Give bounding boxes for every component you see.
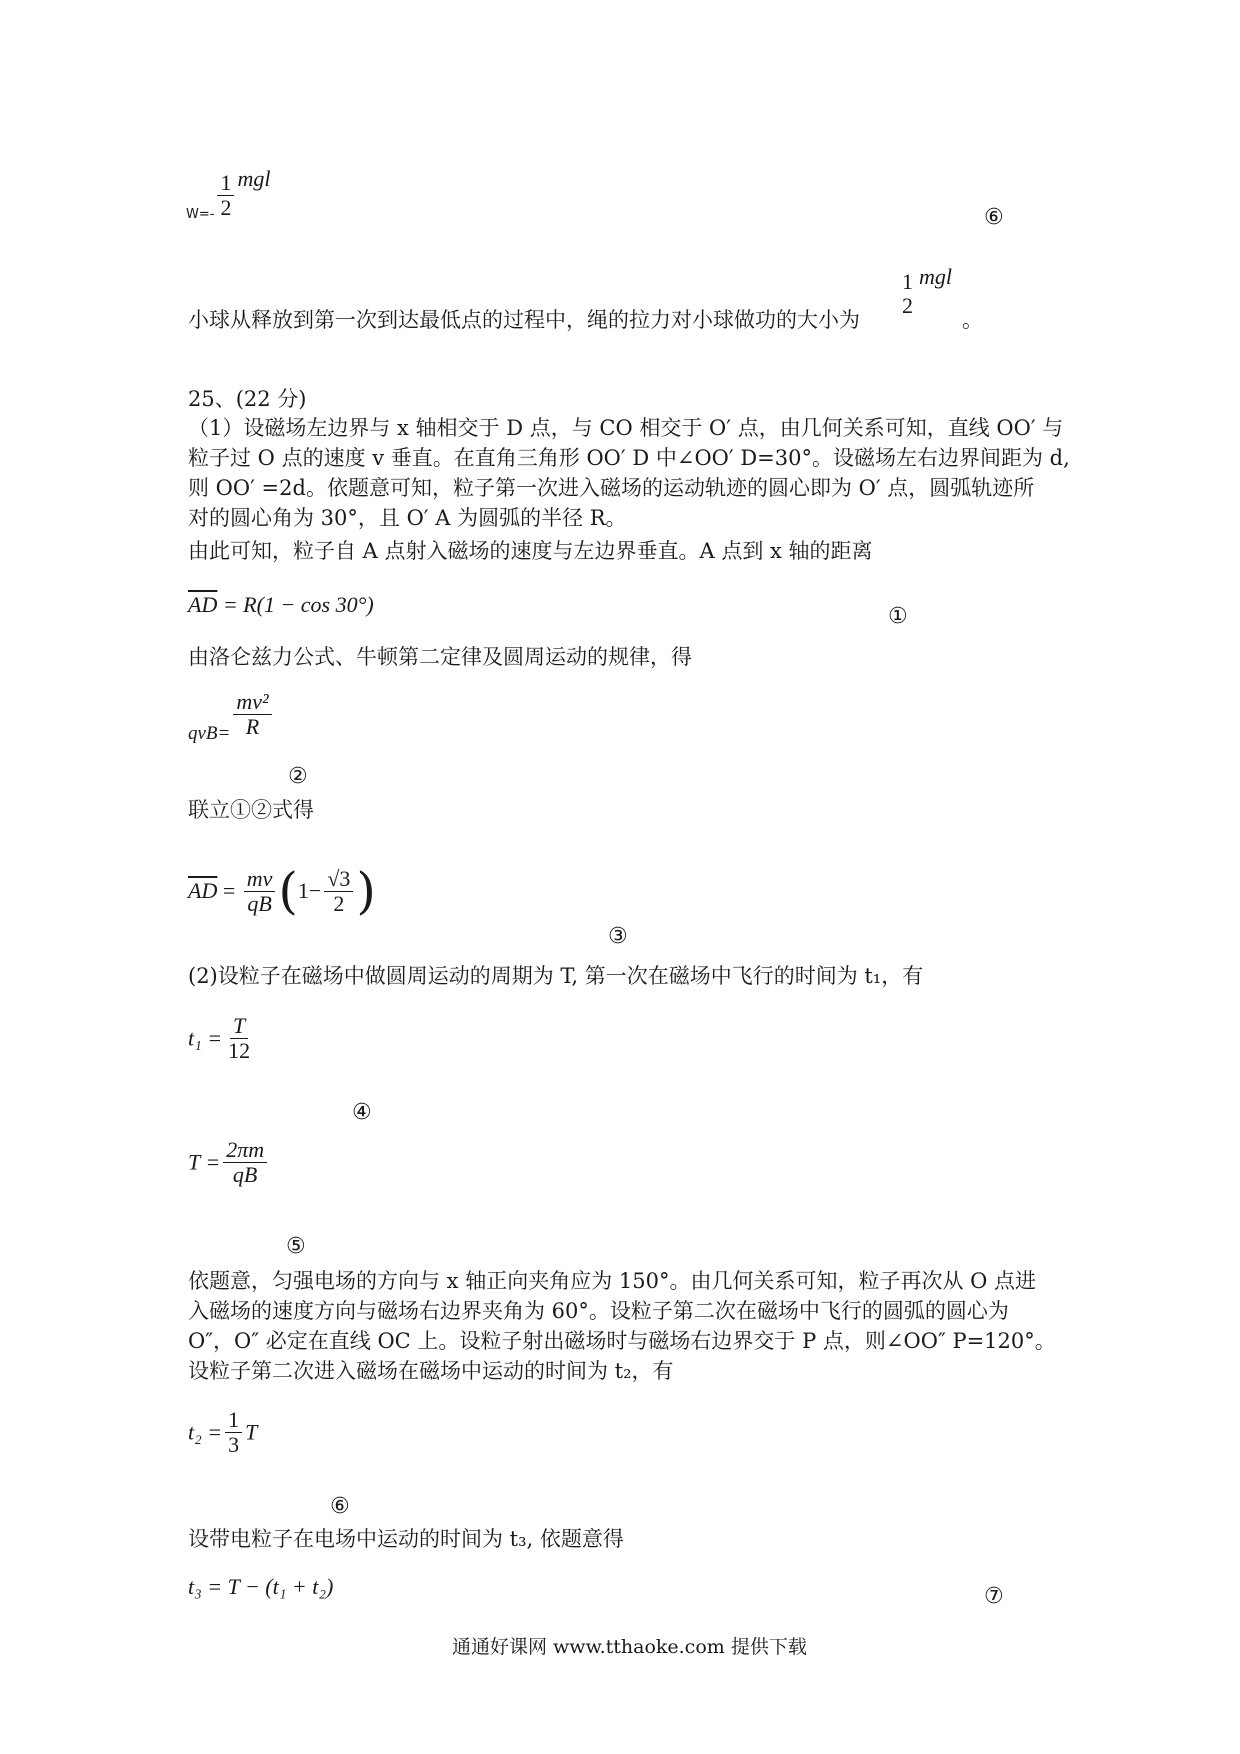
para2-line-2: 入磁场的速度方向与磁场右边界夹角为 60°。设粒子第二次在磁场中飞行的圆弧的圆心为 xyxy=(188,1299,1009,1323)
eq4-tag: ④ xyxy=(352,1100,372,1125)
eq3-num2: √3 xyxy=(324,867,353,892)
para2-line-1: 依题意，匀强电场的方向与 x 轴正向夹角应为 150°。由几何关系可知，粒子再次从 O 点进 xyxy=(188,1269,1037,1293)
eq3-fraction xyxy=(244,867,276,916)
eq3-den: qB xyxy=(247,890,272,916)
para1-line-5: 由此可知，粒子自 A 点射入磁场的速度与左边界垂直。A 点到 x 轴的距离 xyxy=(188,539,873,563)
eq2 xyxy=(188,690,275,745)
t3-line: 设带电粒子在电场中运动的时间为 t₃, 依题意得 xyxy=(188,1527,624,1551)
eq-w-prefix: W=- xyxy=(186,207,215,222)
eq2-fraction xyxy=(233,690,271,739)
para1-line-1: （1）设磁场左边界与 x 轴相交于 D 点，与 CO 相交于 O′ 点，由几何关系可知，直线 OO′ 与 xyxy=(188,416,1064,440)
eq2-lhs: qvB= xyxy=(188,723,231,744)
eq-w-fraction xyxy=(217,171,234,220)
eq4-den: 12 xyxy=(228,1038,251,1063)
eq-w xyxy=(186,166,270,222)
eq-w-tag: ⑥ xyxy=(984,205,1004,230)
eq3-tag: ③ xyxy=(608,924,628,949)
lorentz-line: 由洛仑兹力公式、牛顿第二定律及圆周运动的规律，得 xyxy=(188,645,692,669)
para1-line-4: 对的圆心角为 30°，且 O′ A 为圆弧的半径 R。 xyxy=(188,506,627,530)
q25-heading: 25、(22 分) xyxy=(188,387,307,411)
eq3 xyxy=(188,862,376,920)
eq5 xyxy=(188,1138,270,1187)
eq7: t₃ = T − (t₁ + t₂) xyxy=(188,1574,334,1599)
eq5-den: qB xyxy=(232,1162,258,1187)
eq3-paren-left: ( xyxy=(278,862,298,920)
eq2-num: mv² xyxy=(233,690,271,715)
eq4-fraction xyxy=(225,1014,253,1063)
eq5-lhs: T = xyxy=(188,1149,221,1175)
work-num: 1 xyxy=(902,268,913,294)
eq5-num: 2πm xyxy=(223,1138,267,1163)
eq4-num: T xyxy=(230,1014,248,1039)
eq-w-num: 1 xyxy=(217,171,234,196)
eq7-tag: ⑦ xyxy=(984,1584,1004,1609)
para2-line-3: O″，O″ 必定在直线 OC 上。设粒子射出磁场时与磁场右边界交于 P 点，则∠OO″ P=120°。 xyxy=(188,1329,1056,1353)
eq-w-den: 2 xyxy=(220,195,232,220)
para2-line-4: 设粒子第二次进入磁场在磁场中运动的时间为 t₂，有 xyxy=(188,1359,674,1383)
eq2-tag: ② xyxy=(288,764,308,789)
eq6 xyxy=(188,1408,257,1457)
eq6-tail: T xyxy=(245,1419,258,1445)
eq3-lhs: $\overline{AD}$ xyxy=(188,878,218,903)
work-text: 小球从释放到第一次到达最低点的过程中，绳的拉力对小球做功的大小为 xyxy=(188,308,860,332)
eq3-num: mv xyxy=(244,867,276,892)
eq4-lhs: t₁ = xyxy=(188,1025,223,1051)
combine-line: 联立①②式得 xyxy=(188,798,314,822)
eq-w-tail: mgl xyxy=(237,166,271,191)
eq5-fraction xyxy=(223,1138,267,1187)
eq6-den: 3 xyxy=(228,1432,240,1457)
eq3-paren-right: ) xyxy=(356,862,376,920)
eq1-lhs: $\overline{AD}$ xyxy=(188,592,218,617)
eq1-rhs: = R(1 − cos 30°) xyxy=(222,592,374,617)
eq5-tag: ⑤ xyxy=(286,1234,306,1259)
work-end: 。 xyxy=(962,308,983,332)
work-fraction xyxy=(899,270,916,318)
eq1-tag: ① xyxy=(888,604,908,629)
eq1 xyxy=(188,592,374,618)
eq3-fraction-2 xyxy=(324,867,353,916)
eq6-lhs: t₂ = xyxy=(188,1419,223,1445)
eq6-fraction xyxy=(225,1408,242,1457)
work-fraction-group xyxy=(896,264,952,318)
eq6-tag: ⑥ xyxy=(330,1494,350,1519)
eq3-den2: 2 xyxy=(333,890,345,916)
eq6-num: 1 xyxy=(225,1408,242,1433)
eq3-one: 1− xyxy=(297,878,322,903)
work-statement xyxy=(188,305,860,335)
work-tail: mgl xyxy=(919,264,952,289)
eq2-den: R xyxy=(245,714,260,739)
page-footer: 通通好课网 www.tthaoke.com 提供下载 xyxy=(452,1636,807,1658)
work-den: 2 xyxy=(902,292,913,318)
eq3-eq: = xyxy=(222,878,236,903)
para1-line-3: 则 OO′ =2d。依题意可知，粒子第一次进入磁场的运动轨迹的圆心即为 O′ 点，圆弧轨迹所 xyxy=(188,476,1035,500)
eq4 xyxy=(188,1014,256,1063)
para1-line-2: 粒子过 O 点的速度 v 垂直。在直角三角形 OO′ D 中∠OO′ D=30°。设磁场左右边界间距为 d, xyxy=(188,446,1070,470)
period-line: (2)设粒子在磁场中做圆周运动的周期为 T, 第一次在磁场中飞行的时间为 t₁，有 xyxy=(188,964,924,988)
